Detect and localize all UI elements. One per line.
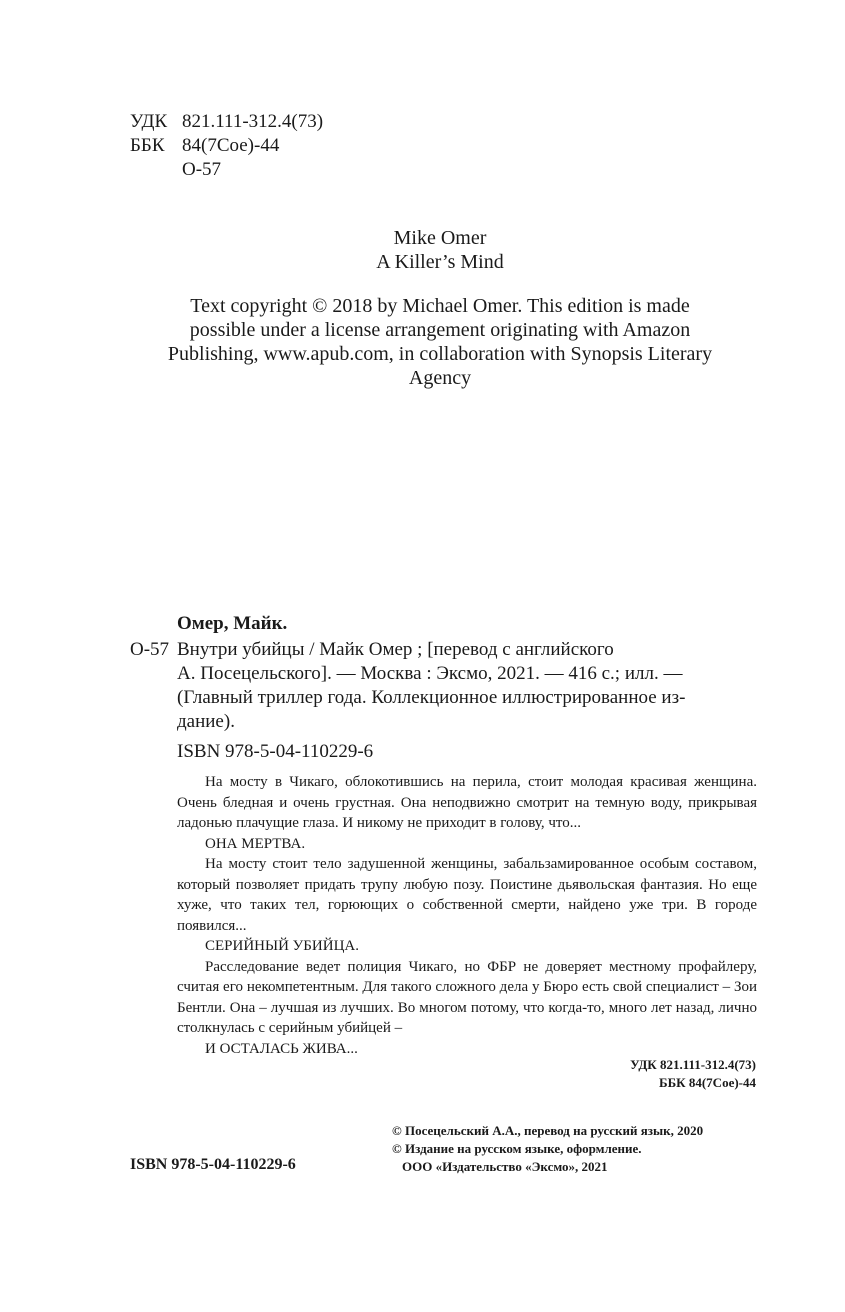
isbn-record: ISBN 978-5-04-110229-6 — [177, 741, 374, 762]
copyright-notices — [392, 1122, 703, 1176]
classification-block — [130, 110, 323, 182]
bibliographic-record — [130, 638, 756, 734]
bbk-value: 84(7Сое)-44 — [182, 135, 280, 156]
footer-udk: УДК 821.111-312.4(73) — [630, 1057, 756, 1072]
annotation-paragraph: Расследование ведет полиция Чикаго, но ФБР не доверяет местному профайлеру, считая его некомпетентным. Для такого сложного дела у Бюро есть свой специалист – Зои Бентли. Она – лучшая из лучших. Во многом потому, что когда-то, много лет назад, лично столкнулась с серийным убийцей – — [177, 958, 757, 1036]
bibliographic-code: О-57 — [130, 639, 170, 660]
isbn-footer: ISBN 978-5-04-110229-6 — [130, 1156, 296, 1173]
bbk-label: ББК — [130, 135, 165, 156]
annotation-emphasis: ОНА МЕРТВА. — [205, 835, 306, 852]
author-heading: Омер, Майк. — [177, 613, 288, 634]
annotation-paragraph: На мосту стоит тело задушенной женщины, забальзамированное особым составом, который позволяет придать трупу любую позу. Поистине дьявольская фантазия. Но еще хуже, что таких тел, горюющих о собственной смерти, найдено уже три. В городе появился... — [177, 856, 757, 934]
original-title: A Killer’s Mind — [376, 251, 504, 273]
copyright-line: possible under a license arrangement originating with Amazon — [189, 319, 691, 341]
copyright-translation: © Посецельский А.А., перевод на русский язык, 2020 — [392, 1123, 704, 1138]
copyright-line: Publishing, www.apub.com, in collaboration with Synopsis Literary — [167, 343, 713, 365]
annotation — [177, 772, 757, 1059]
original-copyright — [140, 294, 740, 390]
biblio-line: дание). — [177, 711, 235, 732]
annotation-paragraph: На мосту в Чикаго, облокотившись на перила, стоит молодая красивая женщина. Очень бледная и очень грустная. Она неподвижно смотрит на темную воду, прикрывая ладонью плачущие глаза. И никому не приходит в голову, что... — [177, 774, 757, 831]
annotation-emphasis: И ОСТАЛАСЬ ЖИВА... — [205, 1040, 358, 1057]
footer-bbk: ББК 84(7Сое)-44 — [658, 1075, 756, 1090]
copyright-edition: © Издание на русском языке, оформление. — [392, 1141, 642, 1156]
footer-codes — [500, 1056, 756, 1092]
udk-row — [130, 110, 323, 134]
udk-value: 821.111-312.4(73) — [182, 111, 324, 132]
udk-label: УДК — [130, 111, 168, 132]
copyright-line: Text copyright © 2018 by Michael Omer. This edition is made — [190, 295, 690, 317]
copyright-line: Agency — [408, 367, 472, 389]
author-code: О-57 — [182, 159, 222, 180]
biblio-line: А. Посецельского]. — Москва : Эксмо, 2021. — 416 с.; илл. — — [177, 663, 683, 684]
biblio-line: (Главный триллер года. Коллекционное иллюстрированное из- — [177, 687, 686, 708]
bbk-row — [130, 134, 323, 158]
publisher-line: ООО «Издательство «Эксмо», 2021 — [402, 1159, 608, 1174]
biblio-line: Внутри убийцы / Майк Омер ; [перевод с английского — [177, 639, 614, 660]
original-author: Mike Omer — [393, 227, 487, 249]
annotation-emphasis: СЕРИЙНЫЙ УБИЙЦА. — [205, 938, 359, 954]
